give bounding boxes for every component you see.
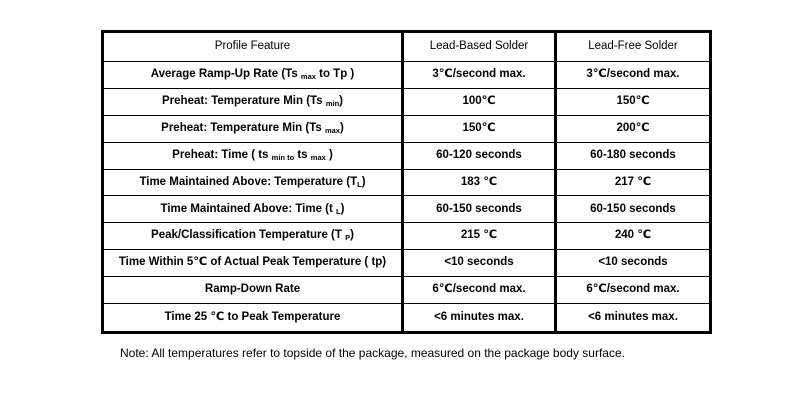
lead-based-cell: 183 ℃ <box>403 169 556 196</box>
reflow-profile-table <box>101 30 712 334</box>
lead-free-cell: 60-150 seconds <box>556 196 711 223</box>
lead-free-cell: <10 seconds <box>556 250 711 277</box>
feature-cell: Preheat: Time ( ts $_{min to}$ ts $_{max}$ ) <box>103 142 403 169</box>
feature-cell: Time Maintained Above: Time (t $_L$) <box>103 196 403 223</box>
table-row <box>103 169 711 196</box>
feature-cell: Preheat: Temperature Min (Ts $_{max}$) <box>103 115 403 142</box>
feature-cell: Preheat: Temperature Min (Ts $_{min}$) <box>103 88 403 115</box>
lead-based-cell: 60-120 seconds <box>403 142 556 169</box>
table-row <box>103 250 711 277</box>
table-row <box>103 62 711 89</box>
feature-cell: Time Within 5℃ of Actual Peak Temperature ( tp) <box>103 250 403 277</box>
table-row <box>103 277 711 304</box>
header-profile-feature: Profile Feature <box>103 32 403 62</box>
table-row <box>103 196 711 223</box>
feature-cell: Time Maintained Above: Temperature $(T_L)$ <box>103 169 403 196</box>
feature-cell: Peak/Classification Temperature (T $_P$) <box>103 223 403 250</box>
table-row <box>103 115 711 142</box>
lead-based-cell: <10 seconds <box>403 250 556 277</box>
lead-based-cell: 100℃ <box>403 88 556 115</box>
lead-free-cell: 3℃/second max. <box>556 62 711 89</box>
feature-cell: Average Ramp-Up Rate (Ts $_{max}$ to Tp ) <box>103 62 403 89</box>
table-row <box>103 223 711 250</box>
lead-free-cell: 240 ℃ <box>556 223 711 250</box>
lead-based-cell: 3℃/second max. <box>403 62 556 89</box>
lead-based-cell: 60-150 seconds <box>403 196 556 223</box>
header-lead-based: Lead-Based Solder <box>403 32 556 62</box>
table-header-row <box>103 32 711 62</box>
lead-based-cell: 215 ℃ <box>403 223 556 250</box>
lead-based-cell: 150℃ <box>403 115 556 142</box>
feature-cell: Ramp-Down Rate <box>103 277 403 304</box>
lead-free-cell: 217 ℃ <box>556 169 711 196</box>
lead-free-cell: 60-180 seconds <box>556 142 711 169</box>
table-row <box>103 142 711 169</box>
feature-cell: Time 25 ℃ to Peak Temperature <box>103 303 403 332</box>
lead-free-cell: 200℃ <box>556 115 711 142</box>
lead-free-cell: 6℃/second max. <box>556 277 711 304</box>
lead-free-cell: <6 minutes max. <box>556 303 711 332</box>
lead-based-cell: 6℃/second max. <box>403 277 556 304</box>
temperature-note: Note: All temperatures refer to topside of the package, measured on the package body surface. <box>120 346 625 360</box>
lead-free-cell: 150℃ <box>556 88 711 115</box>
table-row <box>103 88 711 115</box>
header-lead-free: Lead-Free Solder <box>556 32 711 62</box>
table-row <box>103 303 711 332</box>
lead-based-cell: <6 minutes max. <box>403 303 556 332</box>
